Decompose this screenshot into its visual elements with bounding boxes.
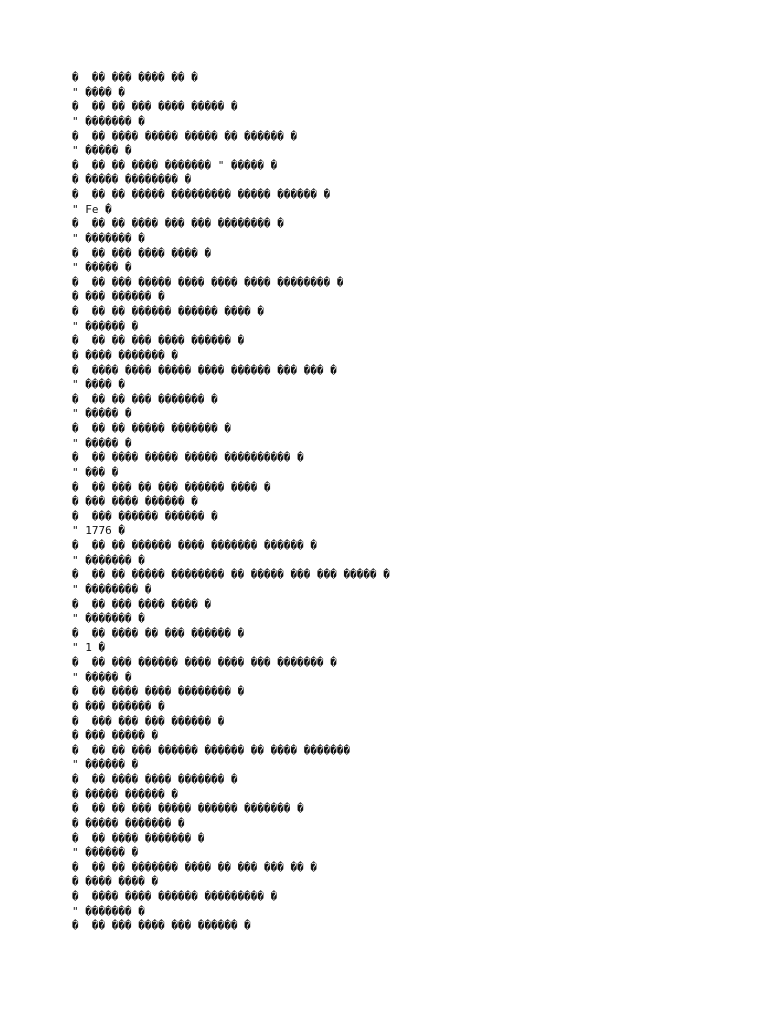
text-line: " ������� � [72,904,145,918]
text-line: " ������� � [72,114,145,128]
text-line: " ������� � [72,553,145,567]
text-line: � �� ��� ���� ���� � [72,597,212,611]
text-line: � �� ��� ���� ��� ������ � [72,919,251,933]
text-line: " ������� � [72,231,145,245]
text-line: " ������ � [72,758,139,772]
text-line: � ����� ������ � [72,787,178,801]
text-line: " 1776 � [72,524,125,538]
text-line: � �� �� ��� ���� ������ � [72,334,245,348]
text-line: � ���� ���� � [72,875,159,889]
text-line: � �� ��� ���� ���� � [72,246,212,260]
text-line: � �� ��� ���� �� � [72,71,198,84]
text-line: " ����� � [72,670,132,684]
text-line: � �� �� ����� ������� � [72,422,231,435]
text-line: " ���� � [72,85,125,99]
text-line: " �������� � [72,582,152,596]
text-line: � �� �� ��� ����� ������ ������� � [72,802,304,816]
text-line: � �� ���� ������� � [72,831,205,845]
text-line: � �� �� ����� �������� �� ����� ��� ��� ����� � [72,568,390,582]
text-line: " ����� � [72,144,132,158]
text-line: " 1 � [72,641,106,655]
text-line: � ��� ��� ��� ������ � [72,714,225,728]
text-line: " ����� � [72,261,132,275]
text-line: � �� ���� ����� ����� �� ������ � [72,129,298,143]
text-line: � ���� ���� ������ ��������� � [72,890,278,903]
text-line: � �� �� ���� ������� " ����� � [72,158,278,172]
text-line: � ��� ������ ������ � [72,509,218,523]
text-line: � �� �� ��� ���� ����� � [72,100,238,114]
text-line: � �� ���� �� ��� ������ � [72,626,245,640]
text-line: � ����� �������� � [72,173,192,187]
text-line: " Fe � [72,202,112,216]
text-line: � �� �� ������� ���� �� ��� ��� �� � [72,860,318,874]
text-line: � �� �� ������ ���� ������� ������ � [72,539,318,552]
text-line: � ��� ������ � [72,699,165,713]
text-line: � �� ��� �� ��� ������ ���� � [72,480,271,494]
text-line: � ��� ������ � [72,290,165,304]
text-line: � �� ��� ������ ���� ���� ��� ������� � [72,656,337,669]
text-line: " ������ � [72,846,139,860]
document-body [72,71,752,934]
text-line: � ����� ������� � [72,816,185,830]
text-line: � ���� ������� � [72,348,178,362]
text-line: " ��� � [72,465,119,479]
text-line: � ��� ����� � [72,729,159,743]
text-line: � �� �� ��� ������� � [72,392,218,406]
text-line: � ��� ���� ������ � [72,495,198,509]
text-line: " ����� � [72,407,132,421]
text-line: " ������ � [72,319,139,333]
text-line: � �� ��� ����� ���� ���� ���� �������� � [72,275,344,289]
text-line: � �� �� ��� ������ ������ �� ���� ������� [72,743,351,757]
text-line: � �� �� ������ ������ ���� � [72,305,265,318]
text-line: � ���� ���� ����� ���� ������ ��� ��� � [72,363,337,377]
text-line: " ���� � [72,378,125,392]
text-line: " ������� � [72,612,145,626]
text-line: � �� ���� ����� ����� ���������� � [72,451,304,465]
text-line: � �� �� ���� ��� ��� �������� � [72,217,284,231]
text-line: � �� �� ����� ��������� ����� ������ � [72,188,331,201]
text-line: " ����� � [72,436,132,450]
text-line: � �� ���� ���� �������� � [72,685,245,699]
text-line: � �� ���� ���� ������� � [72,773,238,786]
